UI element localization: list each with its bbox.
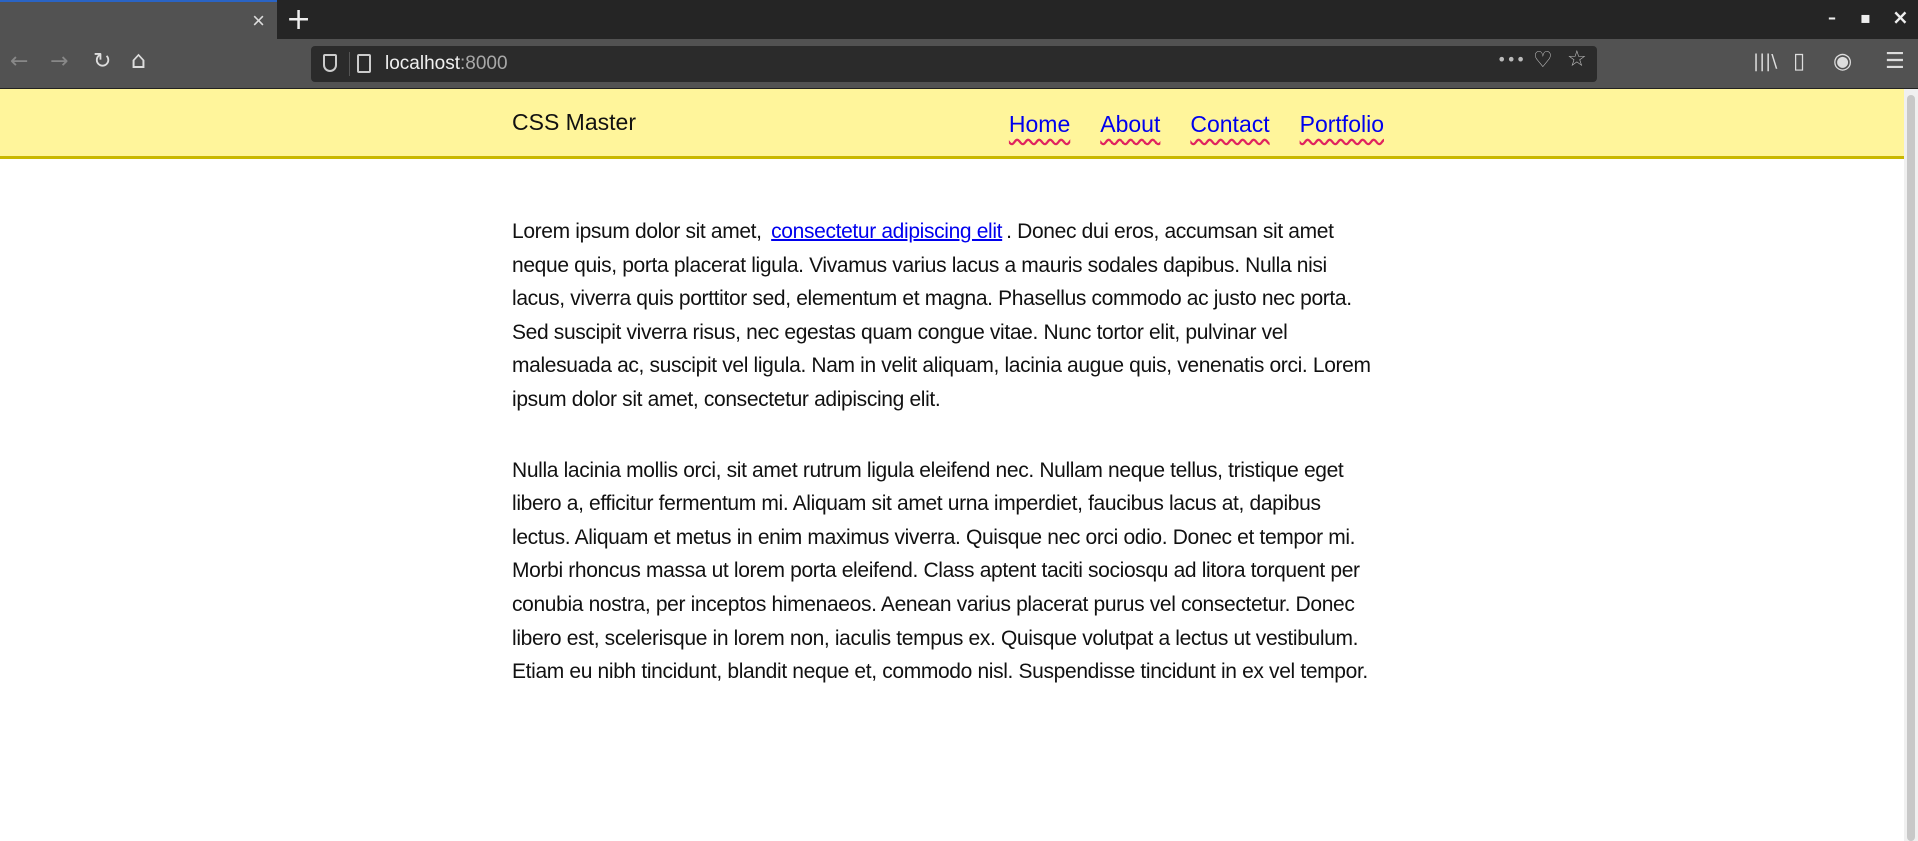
page-icon	[357, 54, 371, 73]
menu-icon[interactable]: ☰	[1885, 49, 1905, 74]
close-window-icon[interactable]: ×	[1892, 5, 1909, 29]
back-icon[interactable]: ←	[10, 49, 29, 74]
paragraph-2: Nulla lacinia mollis orci, sit amet rutrum ligula eleifend nec. Nullam neque tellus, tristique eget libero a, efficitur fermentum mi. Aliquam sit amet urna imperdiet, faucibus lacus at, dapibus lectus. Aliquam et metus in enim maximus viverra. Quisque nec orci odio. Donec et tempor mi. Morbi rhoncus massa ut lorem porta eleifend. Class aptent taciti sociosqu ad litora torquent per conubia nostra, per inceptos himenaeos. Aenean varius placerat purus vel consectetur. Donec libero est, scelerisque in lorem non, iaculis tempus ex. Quisque volutpat a lectus ut vestibulum. Etiam eu nibh tincidunt, blandit neque et, commodo nisl. Suspendisse tincidunt in ex vel tempor.	[512, 458, 1368, 684]
account-icon[interactable]: ◉	[1833, 49, 1853, 74]
active-tab[interactable]	[0, 0, 277, 39]
maximize-icon[interactable]: ▪	[1860, 8, 1871, 27]
shield-icon[interactable]	[323, 54, 337, 72]
nav-portfolio[interactable]: Portfolio	[1299, 111, 1384, 137]
more-icon[interactable]: •••	[1497, 50, 1526, 69]
url-bar[interactable]	[311, 46, 1597, 82]
reload-icon[interactable]: ↻	[93, 49, 112, 74]
new-tab-button[interactable]: +	[286, 2, 312, 37]
nav-about[interactable]: About	[1100, 111, 1161, 137]
site-header	[0, 89, 1904, 159]
forward-icon[interactable]: →	[50, 49, 69, 74]
pocket-icon[interactable]: ♡	[1533, 48, 1553, 73]
inline-link[interactable]: consectetur adipiscing elit	[771, 220, 1003, 243]
nav-home[interactable]: Home	[1008, 111, 1071, 137]
scrollbar[interactable]	[1904, 89, 1918, 841]
p1-text-rest: . Donec dui eros, accumsan sit amet neque quis, porta placerat ligula. Vivamus varius lacus a mauris sodales dapibus. Nulla nisi lacus, viverra quis porttitor sed, elementum et magna. Phasellus commodo ac justo nec porta. Sed suscipit viverra risus, nec egestas quam congue vitae. Nunc tortor elit, pulvinar vel malesuada ac, suscipit vel ligula. Nam in velit aliquam, lacinia augue quis, venenatis orci. Lorem ipsum dolor sit amet, consectetur adipiscing elit.	[512, 220, 1371, 411]
sidebar-icon[interactable]: ▯	[1793, 49, 1806, 74]
nav-contact[interactable]: Contact	[1190, 111, 1270, 137]
main-content	[512, 215, 1384, 726]
bookmark-star-icon[interactable]: ☆	[1567, 47, 1587, 72]
url-host: localhost	[385, 53, 460, 74]
home-icon[interactable]: ⌂	[131, 46, 147, 74]
site-nav	[1009, 111, 1384, 138]
url-separator	[349, 52, 350, 76]
site-logo[interactable]: CSS Master	[512, 109, 636, 135]
url-port: :8000	[460, 53, 508, 74]
scrollbar-thumb[interactable]	[1907, 95, 1915, 841]
minimize-icon[interactable]: –	[1828, 8, 1836, 27]
library-icon[interactable]: |||\	[1753, 51, 1778, 72]
p1-text-start: Lorem ipsum dolor sit amet,	[512, 220, 762, 243]
url-text[interactable]	[385, 53, 508, 75]
browser-toolbar	[0, 39, 1918, 89]
paragraph-1	[512, 215, 1384, 417]
close-tab-icon[interactable]: ×	[252, 8, 265, 33]
tab-bar	[0, 0, 1918, 39]
